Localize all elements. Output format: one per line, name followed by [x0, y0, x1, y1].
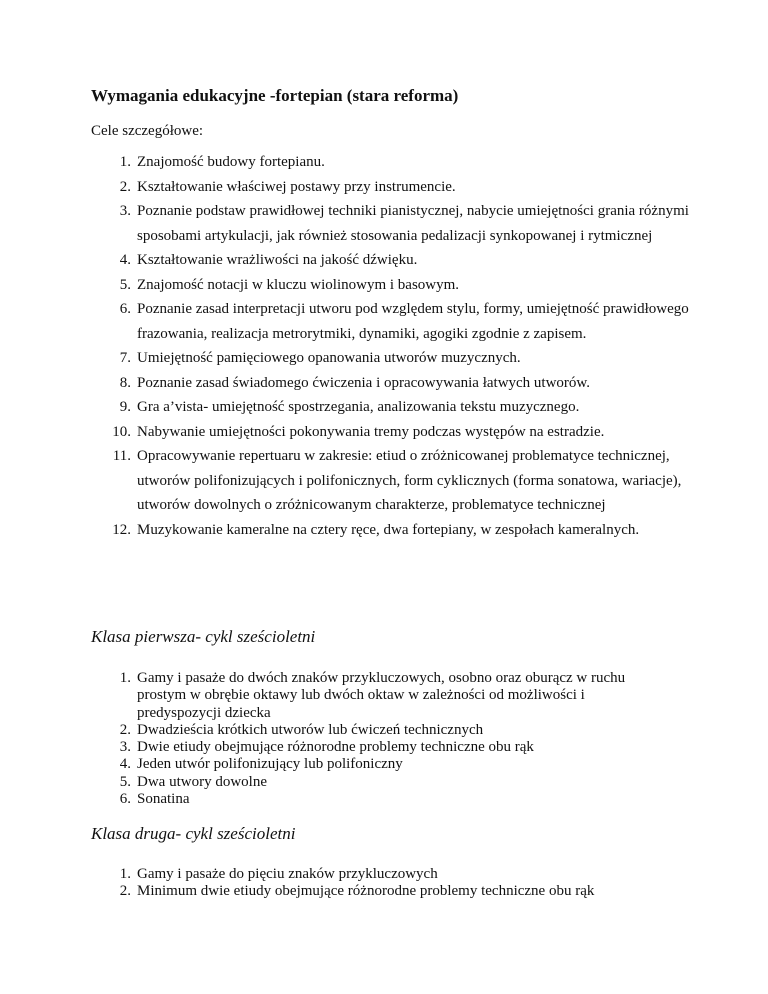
list-text: Dwie etiudy obejmujące różnorodne problemy techniczne obu rąk: [137, 739, 534, 756]
list-number: 3.: [119, 739, 131, 756]
list-item: [91, 297, 691, 346]
list-number: 8.: [119, 374, 131, 391]
list-text: Jeden utwór polifonizujący lub polifoniczny: [137, 756, 403, 773]
list-item: [91, 371, 691, 396]
list-item: [91, 722, 651, 739]
list-item: [91, 273, 691, 298]
list-number: 6.: [119, 791, 131, 808]
list-number: 1.: [119, 154, 131, 170]
list-number: 11.: [112, 448, 131, 464]
list-number: 1.: [119, 866, 131, 882]
section-heading-class-2: Klasa druga- cykl sześcioletni: [91, 824, 296, 843]
class-1-requirements-list: [91, 670, 651, 808]
list-number: 3.: [119, 203, 131, 219]
list-item: [91, 756, 651, 773]
list-text: Kształtowanie wrażliwości na jakość dźwięku.: [137, 252, 418, 268]
list-item: [91, 248, 691, 273]
list-text: Umiejętność pamięciowego opanowania utworów muzycznych.: [137, 350, 521, 366]
list-number: 9.: [119, 399, 131, 415]
list-number: 2.: [119, 721, 131, 738]
list-number: 4.: [119, 756, 131, 773]
list-text: Gamy i pasaże do pięciu znaków przykluczowych: [137, 866, 438, 882]
intro-text: Cele szczegółowe:: [91, 123, 204, 139]
list-text: Opracowywanie repertuaru w zakresie: etiud o zróżnicowanej problematyce technicznej, utworów polifonizujących i polifonicznych, form cyklicznych (forma sonatowa, wariacje), utworów dowolnych o zróżnicowanym charakterze, problematyce technicznej: [137, 448, 682, 513]
list-number: 1.: [119, 670, 131, 686]
list-item: [91, 518, 691, 543]
list-item: [91, 670, 651, 722]
list-text: Poznanie podstaw prawidłowej techniki pianistycznej, nabycie umiejętności grania różnymi sposobami artykulacji, jak również stosowania pedalizacji synkopowanej i rytmicznej: [137, 203, 689, 244]
list-text: Muzykowanie kameralne na cztery ręce, dwa fortepiany, w zespołach kameralnych.: [137, 521, 640, 538]
list-number: 2.: [119, 178, 131, 195]
document-title: Wymagania edukacyjne -fortepian (stara reforma): [91, 86, 459, 105]
list-number: 5.: [119, 276, 131, 293]
list-text: Znajomość budowy fortepianu.: [137, 154, 325, 170]
list-text: Znajomość notacji w kluczu wiolinowym i basowym.: [137, 276, 460, 293]
list-text: Dwadzieścia krótkich utworów lub ćwiczeń technicznych: [137, 721, 484, 738]
list-number: 7.: [119, 350, 131, 366]
section-heading-class-1: Klasa pierwsza- cykl sześcioletni: [91, 627, 316, 646]
list-text: Kształtowanie właściwej postawy przy instrumencie.: [137, 178, 456, 195]
list-text: Poznanie zasad świadomego ćwiczenia i opracowywania łatwych utworów.: [137, 374, 591, 391]
list-text: Gamy i pasaże do dwóch znaków przykluczowych, osobno oraz oburącz w ruchu prostym w obrębie oktawy lub dwóch oktaw w zależności od możliwości i predyspozycji dziecka: [137, 670, 626, 721]
list-item: [91, 420, 691, 445]
list-text: Poznanie zasad interpretacji utworu pod względem stylu, formy, umiejętność prawidłowego frazowania, realizacja metrorytmiki, dynamiki, agogiki zgodnie z zapisem.: [137, 301, 689, 342]
class-2-requirements-list: [91, 866, 651, 901]
list-text: Dwa utwory dowolne: [137, 773, 267, 790]
list-text: Sonatina: [137, 791, 190, 808]
goals-list: [91, 150, 691, 542]
list-number: 10.: [112, 423, 131, 440]
list-text: Minimum dwie etiudy obejmujące różnorodne problemy techniczne obu rąk: [137, 883, 595, 900]
list-item: [91, 444, 691, 518]
list-text: Nabywanie umiejętności pokonywania tremy podczas występów na estradzie.: [137, 423, 605, 440]
list-item: [91, 791, 651, 808]
list-item: [91, 883, 651, 900]
list-text: Gra a’vista- umiejętność spostrzegania, analizowania tekstu muzycznego.: [137, 399, 580, 415]
list-item: [91, 395, 691, 420]
list-item: [91, 774, 651, 791]
list-number: 12.: [112, 521, 131, 538]
list-number: 5.: [119, 773, 131, 790]
list-number: 4.: [119, 252, 131, 268]
list-item: [91, 199, 691, 248]
list-item: [91, 739, 651, 756]
list-number: 6.: [119, 301, 131, 317]
list-item: [91, 346, 691, 371]
list-item: [91, 175, 691, 200]
list-item: [91, 150, 691, 175]
list-item: [91, 866, 651, 883]
list-number: 2.: [119, 883, 131, 900]
